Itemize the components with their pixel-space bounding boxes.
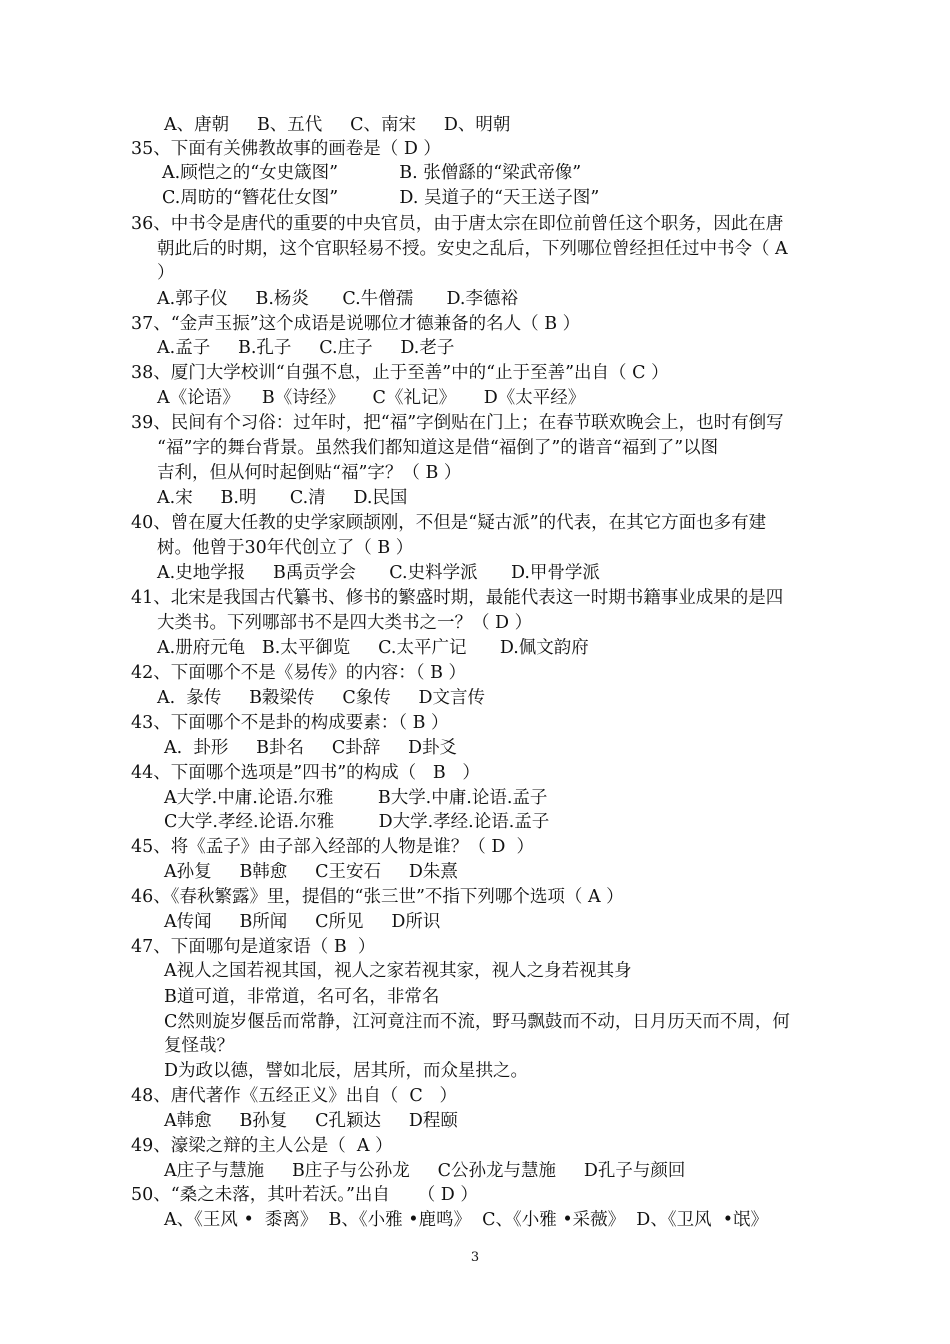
q47-option-c-line1: C然则旋岁偃岳而常静，江河竟注而不流，野马飘鼓而不动，日月历天而不周，何 bbox=[164, 1012, 790, 1032]
q44-stem: 44、下面哪个选项是”四书”的构成（ B ） bbox=[131, 763, 480, 783]
q39-stem-line1: 39、民间有个习俗：过年时，把“福”字倒贴在门上；在春节联欢晚会上，也时有倒写 bbox=[131, 413, 784, 433]
q50-options: A、《王风 • 黍离》 B、《小雅 •鹿鸣》 C、《小雅 •采薇》 D、《卫风 •氓》 bbox=[164, 1210, 769, 1230]
q36-stem-line2: 朝此后的时期，这个官职轻易不授。安史之乱后，下列哪位曾经担任过中书令（ A bbox=[157, 239, 788, 259]
q40-stem-line2: 树。他曾于30年代创立了（ B ） bbox=[157, 538, 414, 558]
q39-stem-line3: 吉利，但从何时起倒贴“福”字？（ B ） bbox=[157, 463, 462, 483]
q39-stem-line2: “福”字的舞台背景。虽然我们都知道这是借“福倒了”的谐音“福到了”以图 bbox=[157, 438, 719, 458]
q38-stem: 38、厦门大学校训“自强不息，止于至善”中的“止于至善”出自（ C ） bbox=[131, 363, 669, 383]
q40-options: A.史地学报 B禹贡学会 C.史料学派 D.甲骨学派 bbox=[157, 563, 600, 583]
q35-stem: 35、下面有关佛教故事的画卷是（ D ） bbox=[131, 139, 441, 159]
q42-stem: 42、下面哪个不是《易传》的内容：（ B ） bbox=[131, 663, 467, 683]
q36-stem-line3: ） bbox=[157, 263, 175, 283]
q43-options: A. 卦形 B卦名 C卦辞 D卦爻 bbox=[164, 738, 458, 758]
q45-options: A孙复 B韩愈 C王安石 D朱熹 bbox=[164, 862, 458, 882]
q35-options-cd: C.周昉的“簪花仕女图” D. 吴道子的“天王送子图” bbox=[162, 188, 600, 208]
q45-stem: 45、将《孟子》由子部入经部的人物是谁？（ D ） bbox=[131, 837, 534, 857]
q48-options: A韩愈 B孙复 C孔颖达 D程颐 bbox=[164, 1111, 458, 1131]
q34-options: A、唐朝 B、五代 C、南宋 D、明朝 bbox=[164, 115, 511, 135]
q44-options-cd: C大学.孝经.论语.尔雅 D大学.孝经.论语.孟子 bbox=[164, 812, 550, 832]
q47-option-b: B道可道，非常道，名可名，非常名 bbox=[164, 987, 440, 1007]
q47-option-c-line2: 复怪哉？ bbox=[164, 1036, 234, 1056]
q43-stem: 43、下面哪个不是卦的构成要素：（ B ） bbox=[131, 713, 449, 733]
q47-option-a: A视人之国若视其国，视人之家若视其家，视人之身若视其身 bbox=[164, 961, 632, 981]
q41-stem-line2: 大类书。下列哪部书不是四大类书之一？（ D ） bbox=[157, 613, 533, 633]
q40-stem-line1: 40、曾在厦大任教的史学家顾颉刚，不但是“疑古派”的代表，在其它方面也多有建 bbox=[131, 513, 767, 533]
q37-stem: 37、“金声玉振”这个成语是说哪位才德兼备的名人（ B ） bbox=[131, 314, 581, 334]
q41-stem-line1: 41、北宋是我国古代纂书、修书的繁盛时期，最能代表这一时期书籍事业成果的是四 bbox=[131, 588, 784, 608]
q48-stem: 48、唐代著作《五经正义》出自（ C ） bbox=[131, 1086, 457, 1106]
q37-options: A.孟子 B.孔子 C.庄子 D.老子 bbox=[157, 338, 455, 358]
q39-options: A.宋 B.明 C.清 D.民国 bbox=[157, 488, 408, 508]
q41-options: A.册府元龟 B.太平御览 C.太平广记 D.佩文韵府 bbox=[157, 638, 589, 658]
q36-stem-line1: 36、中书令是唐代的重要的中央官员，由于唐太宗在即位前曾任这个职务，因此在唐 bbox=[131, 214, 784, 234]
q46-stem: 46、《春秋繁露》里，提倡的“张三世”不指下列哪个选项（ A ） bbox=[131, 887, 624, 907]
q46-options: A传闻 B所闻 C所见 D所识 bbox=[164, 912, 441, 932]
q49-options: A庄子与慧施 B庄子与公孙龙 C公孙龙与慧施 D孔子与颜回 bbox=[164, 1161, 686, 1181]
q47-stem: 47、下面哪句是道家语（ B ） bbox=[131, 937, 376, 957]
q38-options: A《论语》 B《诗经》 C《礼记》 D《太平经》 bbox=[157, 388, 586, 408]
q50-stem: 50、“桑之未落，其叶若沃。”出自 （ D ） bbox=[131, 1185, 478, 1205]
q35-options-ab: A.顾恺之的“女史箴图” B. 张僧繇的“梁武帝像” bbox=[162, 163, 582, 183]
q47-option-d: D为政以德，譬如北辰，居其所，而众星拱之。 bbox=[164, 1061, 529, 1081]
q44-options-ab: A大学.中庸.论语.尔雅 B大学.中庸.论语.孟子 bbox=[164, 788, 548, 808]
q42-options: A. 彖传 B穀梁传 C象传 D文言传 bbox=[157, 688, 486, 708]
q49-stem: 49、濠梁之辩的主人公是（ A ） bbox=[131, 1136, 393, 1156]
q36-options: A.郭子仪 B.杨炎 C.牛僧孺 D.李德裕 bbox=[157, 289, 518, 309]
page-number: 3 bbox=[470, 1250, 480, 1265]
